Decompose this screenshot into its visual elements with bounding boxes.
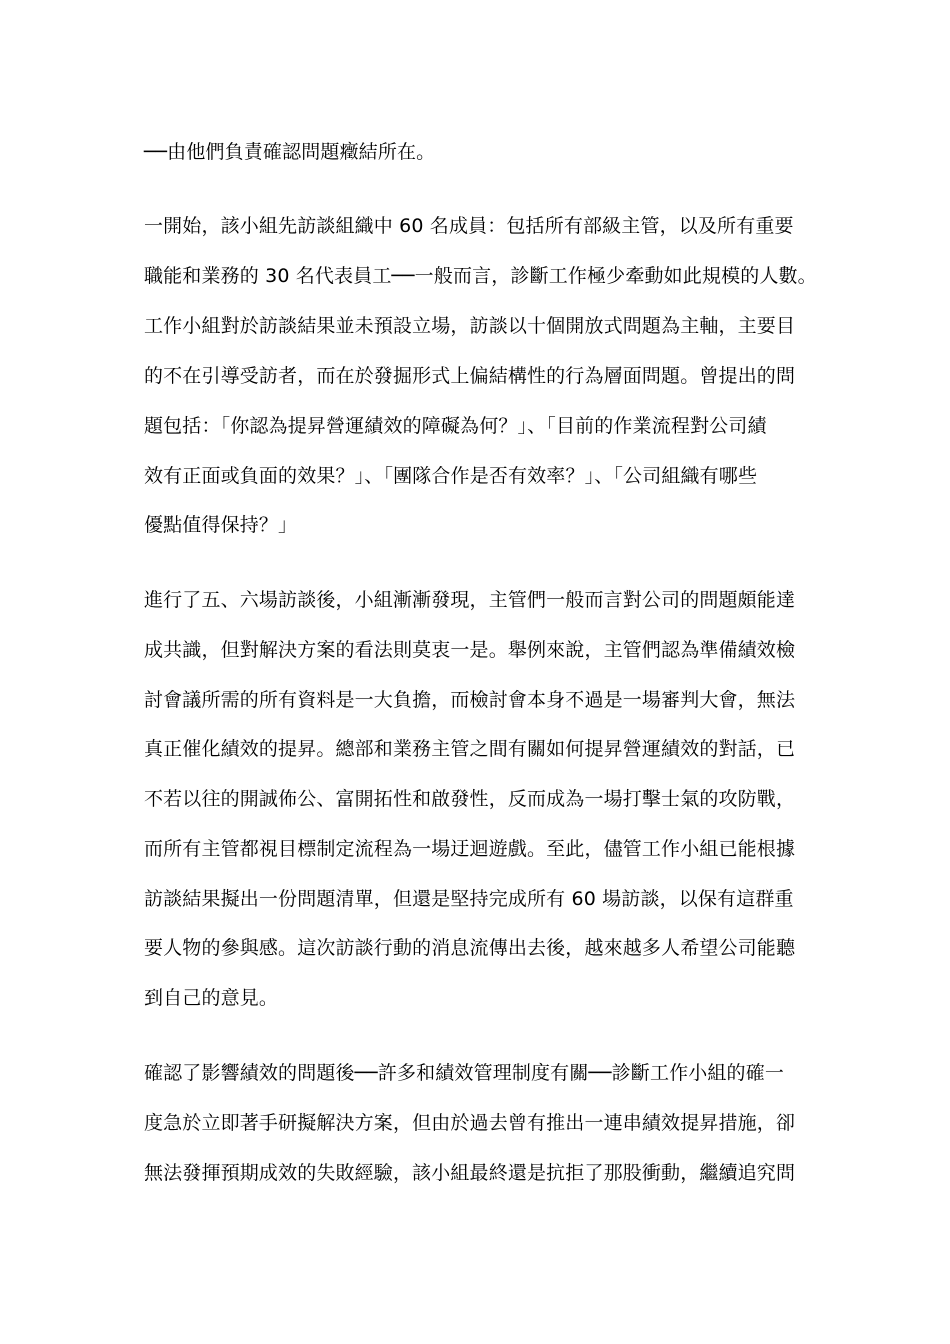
paragraph-3-line-5: 不若以往的開誠佈公、富開拓性和啟發性，反而成為一場打擊士氣的攻防戰， (144, 788, 796, 810)
paragraph-2-line-6: 效有正面或負面的效果？」、「團隊合作是否有效率？」、「公司組織有哪些 (144, 465, 758, 487)
paragraph-2-line-7: 優點值得保持？」 (144, 514, 298, 536)
paragraph-3-line-9: 到自己的意見。 (144, 987, 279, 1009)
paragraph-3-line-3: 討會議所需的所有資料是一大負擔，而檢討會本身不過是一場審判大會，無法 (144, 689, 796, 711)
paragraph-2-line-1: 一開始，該小組先訪談組織中 60 名成員：包括所有部級主管，以及所有重要 (144, 215, 794, 237)
paragraph-3-line-2: 成共識，但對解決方案的看法則莫衷一是。舉例來說，主管們認為準備績效檢 (144, 639, 796, 661)
paragraph-2-line-4: 的不在引導受訪者，而在於發掘形式上偏結構性的行為層面問題。曾提出的問 (144, 365, 796, 387)
paragraph-3-line-8: 要人物的參與感。這次訪談行動的消息流傳出去後，越來越多人希望公司能聽 (144, 937, 796, 959)
paragraph-3-line-6: 而所有主管都視目標制定流程為一場迂迴遊戲。至此，儘管工作小組已能根據 (144, 838, 796, 860)
paragraph-4-line-2: 度急於立即著手研擬解決方案，但由於過去曾有推出一連串績效提昇措施，卻 (144, 1112, 796, 1134)
paragraph-3-line-1: 進行了五、六場訪談後，小組漸漸發現，主管們一般而言對公司的問題頗能達 (144, 589, 796, 611)
paragraph-4-line-3: 無法發揮預期成效的失敗經驗，該小組最終還是抗拒了那股衝動，繼續追究問 (144, 1162, 796, 1184)
paragraph-2-line-2: 職能和業務的 30 名代表員工──一般而言，診斷工作極少牽動如此規模的人數。 (144, 265, 817, 287)
paragraph-2-line-5: 題包括：「你認為提昇營運績效的障礙為何？」、「目前的作業流程對公司績 (144, 415, 767, 437)
paragraph-3-line-4: 真正催化績效的提昇。總部和業務主管之間有關如何提昇營運績效的對話，已 (144, 738, 796, 760)
paragraph-3-line-7: 訪談結果擬出一份問題清單，但還是堅持完成所有 60 場訪談，以保有這群重 (144, 888, 794, 910)
paragraph-2-line-3: 工作小組對於訪談結果並未預設立場，訪談以十個開放式問題為主軸，主要目 (144, 315, 796, 337)
paragraph-4-line-1: 確認了影響績效的問題後──許多和績效管理制度有關──診斷工作小組的確一 (144, 1062, 785, 1084)
paragraph-1-line-1: ──由他們負責確認問題癥結所在。 (144, 141, 436, 163)
